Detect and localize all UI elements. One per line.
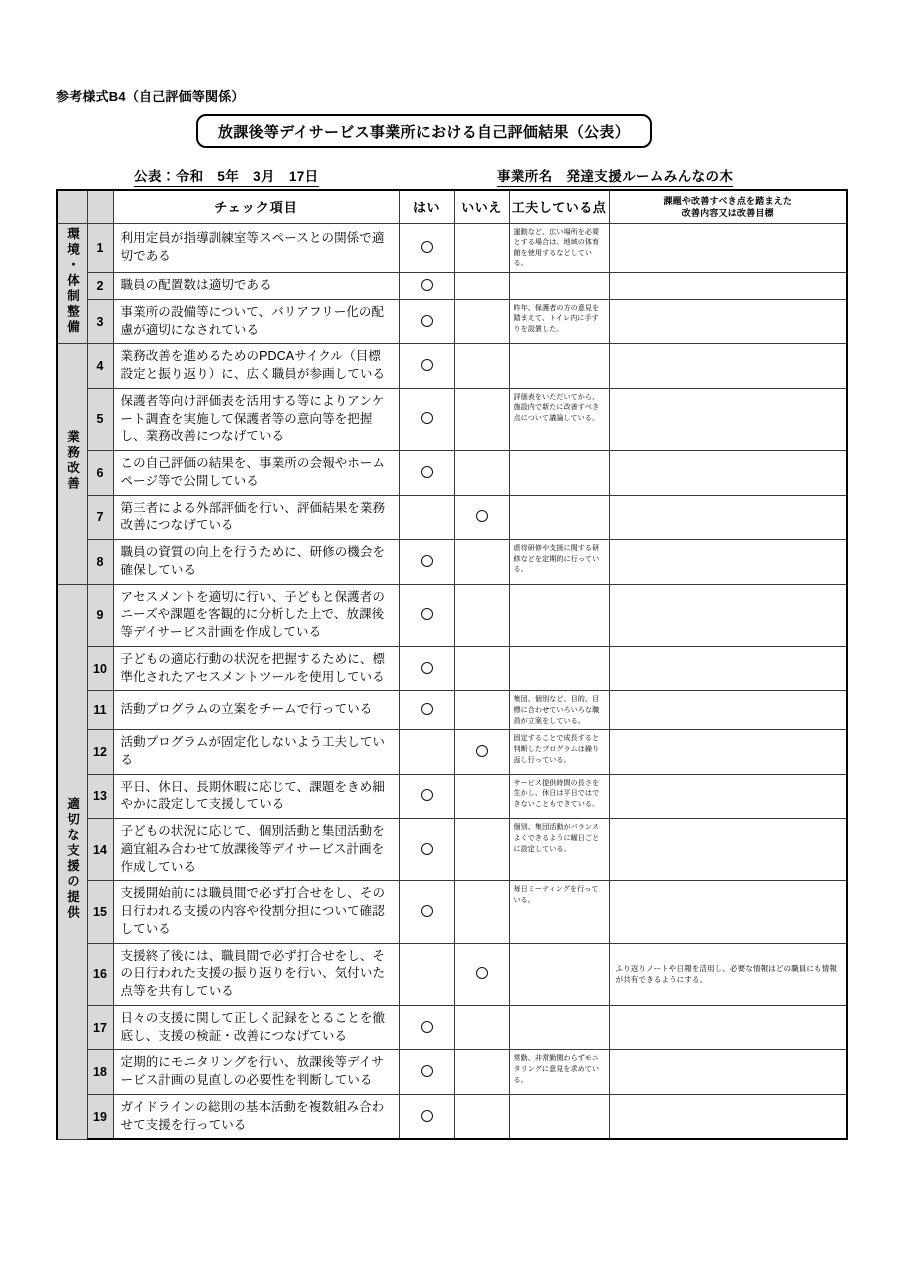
improvement-cell[interactable] xyxy=(609,819,847,881)
answer-yes-cell[interactable] xyxy=(399,943,454,1005)
good-point-cell[interactable] xyxy=(509,943,609,1005)
row-number: 18 xyxy=(87,1050,113,1095)
answer-yes-cell[interactable] xyxy=(399,691,454,730)
self-evaluation-table xyxy=(56,189,848,1140)
answer-yes-cell[interactable] xyxy=(399,273,454,300)
check-item-text: 支援開始前には職員間で必ず打合せをし、その日行われる支援の内容や役割分担について確認している xyxy=(113,881,399,943)
row-number: 19 xyxy=(87,1094,113,1139)
circle-mark-icon xyxy=(421,1021,433,1033)
row-number: 7 xyxy=(87,495,113,540)
good-point-cell[interactable] xyxy=(509,646,609,691)
circle-mark-icon xyxy=(421,466,433,478)
row-number: 2 xyxy=(87,273,113,300)
answer-yes-cell[interactable] xyxy=(399,495,454,540)
answer-yes-cell[interactable] xyxy=(399,646,454,691)
good-point-cell[interactable]: 固定することで成長すると判断したプログラムは繰り返し行っている。 xyxy=(509,730,609,775)
circle-mark-icon xyxy=(476,745,488,757)
good-point-cell[interactable] xyxy=(509,1094,609,1139)
answer-no-cell[interactable] xyxy=(454,584,509,646)
table-row xyxy=(57,584,847,646)
answer-no-cell[interactable] xyxy=(454,943,509,1005)
section-category-label xyxy=(57,223,87,344)
circle-mark-icon xyxy=(421,789,433,801)
answer-yes-cell[interactable] xyxy=(399,540,454,585)
check-item-text: この自己評価の結果を、事業所の会報やホームページ等で公開している xyxy=(113,451,399,496)
table-row xyxy=(57,881,847,943)
improvement-cell[interactable] xyxy=(609,646,847,691)
circle-mark-icon xyxy=(421,843,433,855)
check-item-text: 活動プログラムが固定化しないよう工夫している xyxy=(113,730,399,775)
good-point-cell[interactable] xyxy=(509,273,609,300)
improvement-cell[interactable] xyxy=(609,273,847,300)
check-item-text: 職員の資質の向上を行うために、研修の機会を確保している xyxy=(113,540,399,585)
answer-no-cell[interactable] xyxy=(454,1050,509,1095)
header-good-point: 工夫している点 xyxy=(509,190,609,223)
answer-yes-cell[interactable] xyxy=(399,388,454,450)
answer-no-cell[interactable] xyxy=(454,819,509,881)
table-row xyxy=(57,540,847,585)
improvement-cell[interactable] xyxy=(609,451,847,496)
answer-yes-cell[interactable] xyxy=(399,344,454,389)
header-improvement-line2: 改善内容又は改善目標 xyxy=(681,207,774,218)
circle-mark-icon xyxy=(421,241,433,253)
table-row xyxy=(57,943,847,1005)
table-row xyxy=(57,388,847,450)
table-row xyxy=(57,1005,847,1050)
good-point-cell[interactable]: 虐待研修や支援に関する研修などを定期的に行っている。 xyxy=(509,540,609,585)
improvement-cell[interactable]: ふり返りノートや日報を活用し、必要な情報はどの職員にも情報が共有できるようにする。 xyxy=(609,943,847,1005)
header-improvement xyxy=(609,190,847,223)
circle-mark-icon xyxy=(421,1110,433,1122)
circle-mark-icon xyxy=(421,412,433,424)
row-number: 5 xyxy=(87,388,113,450)
table-row xyxy=(57,819,847,881)
check-item-text: 利用定員が指導訓練室等スペースとの関係で適切である xyxy=(113,223,399,273)
improvement-cell[interactable] xyxy=(609,881,847,943)
table-row xyxy=(57,691,847,730)
form-code-label: 参考様式B4（自己評価等関係） xyxy=(56,89,245,104)
row-number: 10 xyxy=(87,646,113,691)
answer-no-cell[interactable] xyxy=(454,774,509,819)
circle-mark-icon xyxy=(421,359,433,371)
answer-yes-cell[interactable] xyxy=(399,1094,454,1139)
section-category-text: 環境・体制整備 xyxy=(65,226,80,336)
publication-date: 公表：令和 5年 3月 17日 xyxy=(134,165,319,187)
circle-mark-icon xyxy=(421,555,433,567)
improvement-cell[interactable] xyxy=(609,1050,847,1095)
answer-yes-cell[interactable] xyxy=(399,1050,454,1095)
answer-no-cell[interactable] xyxy=(454,730,509,775)
section-category-label xyxy=(57,584,87,1139)
answer-yes-cell[interactable] xyxy=(399,223,454,273)
check-item-text: 活動プログラムの立案をチームで行っている xyxy=(113,691,399,730)
check-item-text: 平日、休日、長期休暇に応じて、課題をきめ細やかに設定して支援している xyxy=(113,774,399,819)
good-point-cell[interactable]: 常勤、非常勤関わらずモニタリングに意見を求めている。 xyxy=(509,1050,609,1095)
good-point-cell[interactable]: 毎日ミーティングを行っている。 xyxy=(509,881,609,943)
answer-no-cell[interactable] xyxy=(454,691,509,730)
good-point-cell[interactable] xyxy=(509,344,609,389)
good-point-cell[interactable]: 評価表をいただいてから、施設内で新たに改善すべき点について議論している。 xyxy=(509,388,609,450)
header-check-item: チェック項目 xyxy=(113,190,399,223)
row-number: 15 xyxy=(87,881,113,943)
table-row xyxy=(57,344,847,389)
improvement-cell[interactable] xyxy=(609,223,847,273)
table-header-row xyxy=(57,190,847,223)
answer-yes-cell[interactable] xyxy=(399,881,454,943)
answer-no-cell[interactable] xyxy=(454,344,509,389)
row-number: 9 xyxy=(87,584,113,646)
table-row xyxy=(57,730,847,775)
check-item-text: ガイドラインの総則の基本活動を複数組み合わせて支援を行っている xyxy=(113,1094,399,1139)
good-point-cell[interactable]: 運動など、広い場所を必要とする場合は、地域の体育館を使用するなどしている。 xyxy=(509,223,609,273)
improvement-cell[interactable] xyxy=(609,299,847,344)
check-item-text: 子どもの状況に応じて、個別活動と集団活動を適宜組み合わせて放課後等デイサービス計画を作成している xyxy=(113,819,399,881)
check-item-text: 定期的にモニタリングを行い、放課後等デイサービス計画の見直しの必要性を判断している xyxy=(113,1050,399,1095)
row-number: 16 xyxy=(87,943,113,1005)
answer-no-cell[interactable] xyxy=(454,299,509,344)
header-improvement-line1: 課題や改善すべき点を踏まえた xyxy=(663,195,793,206)
improvement-cell[interactable] xyxy=(609,691,847,730)
good-point-cell[interactable] xyxy=(509,584,609,646)
table-row xyxy=(57,646,847,691)
table-row xyxy=(57,1094,847,1139)
answer-no-cell[interactable] xyxy=(454,881,509,943)
row-number: 6 xyxy=(87,451,113,496)
check-item-text: 職員の配置数は適切である xyxy=(113,273,399,300)
check-item-text: 支援終了後には、職員間で必ず打合せをし、その日行われた支援の振り返りを行い、気付いた点等を共有している xyxy=(113,943,399,1005)
check-item-text: 子どもの適応行動の状況を把握するために、標準化されたアセスメントツールを使用している xyxy=(113,646,399,691)
circle-mark-icon xyxy=(421,905,433,917)
page-title: 放課後等デイサービス事業所における自己評価結果（公表） xyxy=(217,123,631,141)
good-point-cell[interactable] xyxy=(509,1005,609,1050)
row-number: 11 xyxy=(87,691,113,730)
row-number: 13 xyxy=(87,774,113,819)
answer-yes-cell[interactable] xyxy=(399,819,454,881)
improvement-cell[interactable] xyxy=(609,540,847,585)
answer-no-cell[interactable] xyxy=(454,223,509,273)
circle-mark-icon xyxy=(421,608,433,620)
document-title-box xyxy=(196,114,652,148)
answer-no-cell[interactable] xyxy=(454,388,509,450)
row-number: 3 xyxy=(87,299,113,344)
answer-yes-cell[interactable] xyxy=(399,584,454,646)
good-point-cell[interactable]: 昨年、保護者の方の意見を踏まえて、トイレ内に手すりを設置した。 xyxy=(509,299,609,344)
check-item-text: 事業所の設備等について、バリアフリー化の配慮が適切になされている xyxy=(113,299,399,344)
good-point-cell[interactable]: 集団、個別など、目的、目標に合わせていろいろな職員が立案をしている。 xyxy=(509,691,609,730)
row-number: 14 xyxy=(87,819,113,881)
answer-no-cell[interactable] xyxy=(454,540,509,585)
answer-no-cell[interactable] xyxy=(454,646,509,691)
answer-no-cell[interactable] xyxy=(454,273,509,300)
table-row xyxy=(57,299,847,344)
office-name: 事業所名 発達支援ルームみんなの木 xyxy=(497,165,733,187)
circle-mark-icon xyxy=(421,1065,433,1077)
improvement-cell[interactable] xyxy=(609,495,847,540)
table-row xyxy=(57,451,847,496)
answer-yes-cell[interactable] xyxy=(399,1005,454,1050)
improvement-cell[interactable] xyxy=(609,1005,847,1050)
check-item-text: 第三者による外部評価を行い、評価結果を業務改善につなげている xyxy=(113,495,399,540)
row-number: 4 xyxy=(87,344,113,389)
answer-no-cell[interactable] xyxy=(454,495,509,540)
circle-mark-icon xyxy=(476,967,488,979)
section-category-text: 業務改善 xyxy=(65,430,80,493)
row-number: 17 xyxy=(87,1005,113,1050)
improvement-cell[interactable] xyxy=(609,388,847,450)
circle-mark-icon xyxy=(421,703,433,715)
improvement-cell[interactable] xyxy=(609,344,847,389)
improvement-cell[interactable] xyxy=(609,774,847,819)
answer-yes-cell[interactable] xyxy=(399,451,454,496)
header-number xyxy=(87,190,113,223)
improvement-cell[interactable] xyxy=(609,584,847,646)
row-number: 1 xyxy=(87,223,113,273)
circle-mark-icon xyxy=(421,279,433,291)
good-point-cell[interactable] xyxy=(509,451,609,496)
row-number: 8 xyxy=(87,540,113,585)
table-row xyxy=(57,1050,847,1095)
row-number: 12 xyxy=(87,730,113,775)
circle-mark-icon xyxy=(476,510,488,522)
check-item-text: 日々の支援に関して正しく記録をとることを徹底し、支援の検証・改善につなげている xyxy=(113,1005,399,1050)
answer-no-cell[interactable] xyxy=(454,1094,509,1139)
answer-yes-cell[interactable] xyxy=(399,299,454,344)
good-point-cell[interactable]: 個別、集団活動がバランスよくできるように曜日ごとに設定している。 xyxy=(509,819,609,881)
circle-mark-icon xyxy=(421,315,433,327)
section-category-text: 適切な支援の提供 xyxy=(65,797,80,922)
improvement-cell[interactable] xyxy=(609,730,847,775)
answer-yes-cell[interactable] xyxy=(399,730,454,775)
table-row xyxy=(57,223,847,273)
answer-yes-cell[interactable] xyxy=(399,774,454,819)
check-item-text: アセスメントを適切に行い、子どもと保護者のニーズや課題を客観的に分析した上で、放課後等デイサービス計画を作成している xyxy=(113,584,399,646)
table-row xyxy=(57,273,847,300)
header-yes: はい xyxy=(399,190,454,223)
table-row xyxy=(57,774,847,819)
header-no: いいえ xyxy=(454,190,509,223)
circle-mark-icon xyxy=(421,662,433,674)
good-point-cell[interactable] xyxy=(509,495,609,540)
answer-no-cell[interactable] xyxy=(454,451,509,496)
check-item-text: 保護者等向け評価表を活用する等によりアンケート調査を実施して保護者等の意向等を把握し、業務改善につなげている xyxy=(113,388,399,450)
answer-no-cell[interactable] xyxy=(454,1005,509,1050)
good-point-cell[interactable]: サービス提供時間の長さを生かし、休日は平日ではできないこともできている。 xyxy=(509,774,609,819)
header-category xyxy=(57,190,87,223)
check-item-text: 業務改善を進めるためのPDCAサイクル（目標設定と振り返り）に、広く職員が参画している xyxy=(113,344,399,389)
improvement-cell[interactable] xyxy=(609,1094,847,1139)
section-category-label xyxy=(57,344,87,584)
table-row xyxy=(57,495,847,540)
